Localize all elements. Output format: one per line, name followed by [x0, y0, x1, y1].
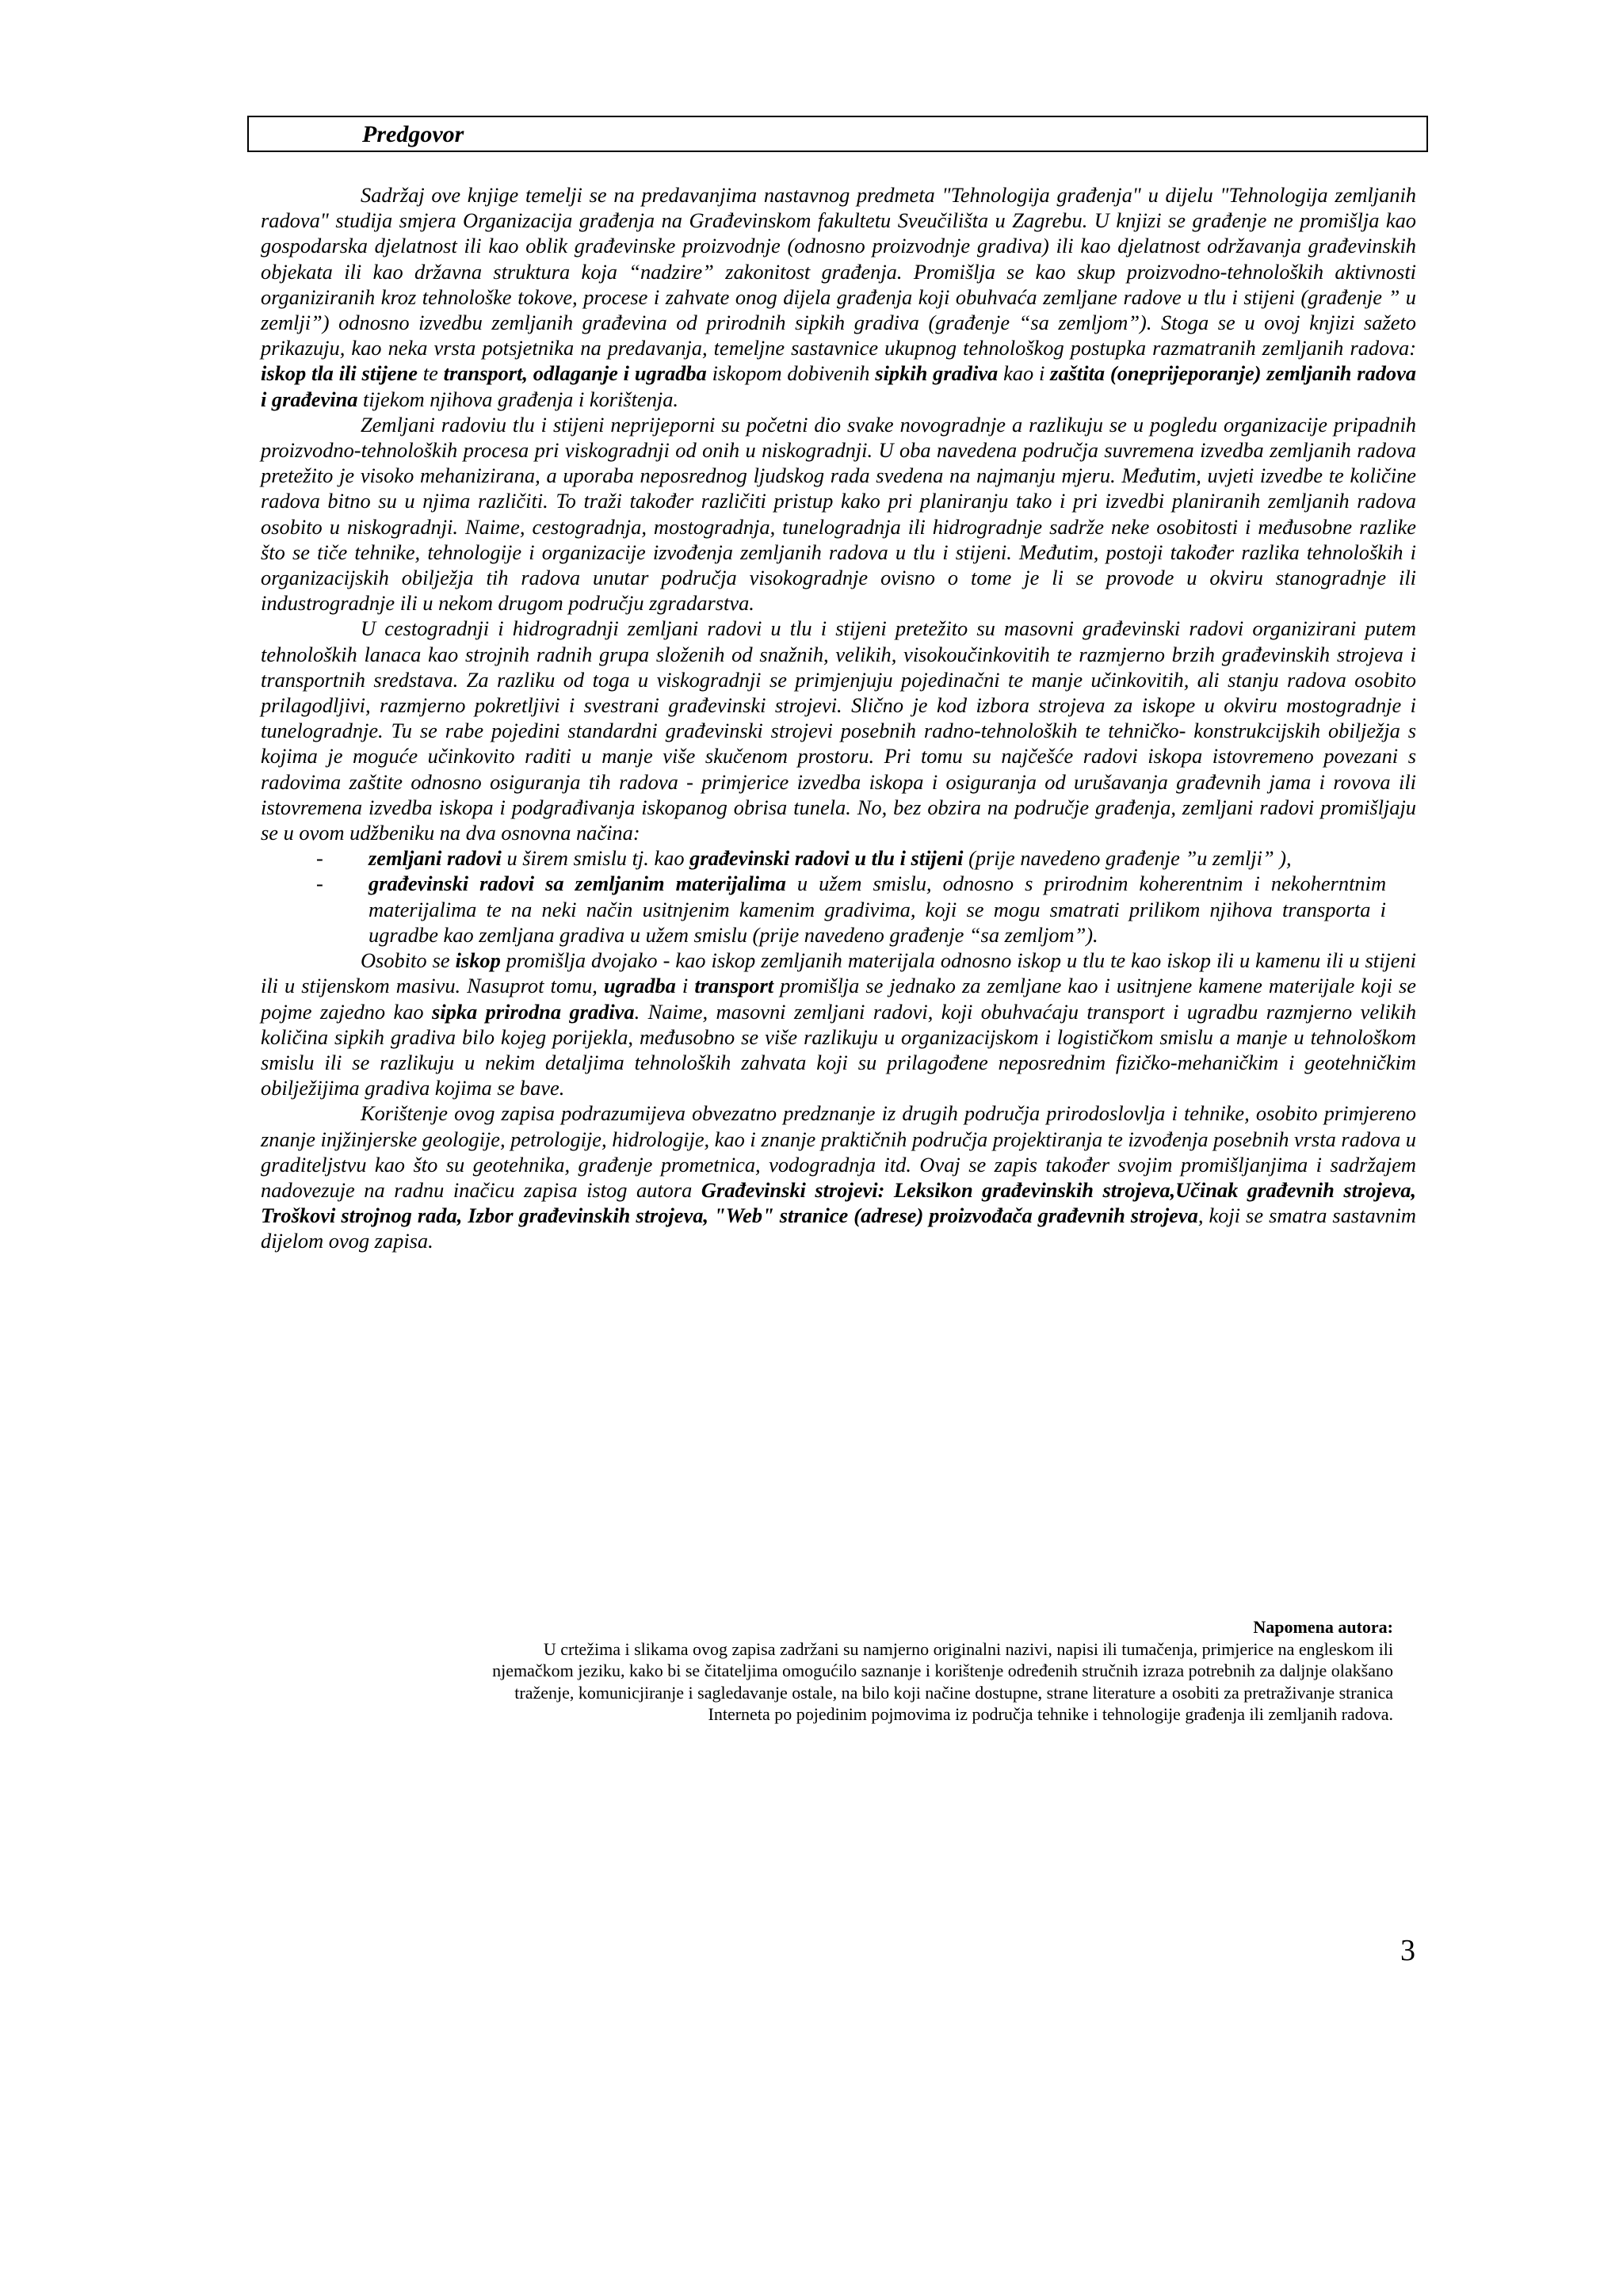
- list-item-text: [369, 871, 1386, 946]
- text-run: iskopom dobivenih: [706, 361, 876, 386]
- list-item: [261, 871, 1416, 948]
- text-run: promišlja se jednako za zemljane kao i usitnjene kamene materijale koji se pojme zajedno kao: [261, 974, 1417, 1024]
- list-item-text: [369, 846, 1292, 870]
- text-run: u širem smislu tj. kao: [501, 846, 690, 871]
- text-run: kao i: [998, 361, 1051, 386]
- paragraph-4: [261, 948, 1416, 1100]
- list-dash: -: [316, 846, 323, 871]
- bold-text: sipka prirodna gradiva: [432, 999, 635, 1024]
- list-item: [261, 845, 1416, 871]
- bold-text: sipkih gradiva: [875, 361, 999, 386]
- text-run: (prije navedeno građenje ”u zemlji” ),: [963, 846, 1292, 871]
- text-run: te: [417, 361, 444, 386]
- page-title: Predgovor: [362, 121, 464, 147]
- paragraph-3: [261, 616, 1416, 845]
- text-run: promišlja dvojako - kao iskop zemljanih materijala odnosno iskop u tlu te kao iskop ili u kamenu ili u stijeni ili u stijenskom masivu. Nasuprot tomu,: [261, 948, 1416, 998]
- paragraph-1: [261, 182, 1416, 412]
- body-text: [261, 182, 1416, 1254]
- text-run: , koji se smatra sastavnim dijelom ovog zapisa.: [261, 1203, 1416, 1253]
- page-number: 3: [1400, 1934, 1415, 1967]
- author-note-line: traženje, komunicjiranje i sagledavanje ostale, na bilo koji načine dostupne, strane literature a osobiti za pretraživanje stranica: [514, 1682, 1393, 1703]
- text-run: U cestogradnji i hidrogradnji zemljani radovi u tlu i stijeni pretežito su masovni građevinski radovi organizirani putem tehnoloških lanaca kao strojnih radnih grupa složenih od snažnih, velikih, visokoučinkovitih te razmjerno brzih građevinskih strojeva i transportnih sredstava. Za razliku od toga u viskogradnji se primjenjuju pojedinačni te manje učinkovitih, ali stanju radova osobito prilagodljivi, razmjerno pokretljivi i svestrani građevinski strojevi. Slično je kod izbora strojeva za iskope u okviru mostogradnje i tunelogradnje. Tu se rabe pojedini standardni građevinski strojevi posebnih radno-tehnoloških te tehničko- konstrukcijskih obilježja s kojima je moguće učinkovito raditi u manje više skučenom prostoru. Pri tomu su najčešće radovi iskopa istovremeno povezani s radovima zaštite odnosno osiguranja tih radova - primjerice izvedba iskopa i osiguranja od urušavanja građevnih jama i rovova ili istovremena izvedba iskopa i podgrađivanja iskopanog obrisa tunela. No, bez obzira na područje građenja, zemljani radovi promišljaju se u ovom udžbeniku na dva osnovna načina:: [261, 616, 1416, 845]
- author-note-title: Napomena autora:: [1253, 1617, 1393, 1637]
- author-note-line: U crtežima i slikama ovog zapisa zadržani su namjerno originalni nazivi, napisi ili tumačenja, primjerice na engleskom ili: [543, 1638, 1393, 1659]
- bold-text: građevinski radovi u tlu i stijeni: [689, 846, 964, 871]
- bold-text: građevinski radovi sa zemljanim materijalima: [369, 871, 786, 896]
- bold-text: iskop: [455, 948, 501, 973]
- author-note-line: Interneta po pojedinim pojmovima iz područja tehnike i tehnologije građenja ili zemljanih radova.: [708, 1704, 1393, 1724]
- bold-text: transport, odlaganje i ugradba: [443, 361, 707, 386]
- bold-text: zaštita (oneprijeporanje) zemljanih radova i građevina: [261, 361, 1416, 411]
- author-note: [262, 1616, 1393, 1726]
- text-run: i: [675, 974, 695, 998]
- paragraph-2: [261, 412, 1416, 616]
- text-run: u užem smislu, odnosno s prirodnim koherentnim i nekoherntnim materijalima te na neki način usitnjenim kamenim gradivima, koji se mogu smatrati prilikom njihova transporta i ugradbe kao zemljana gradiva u užem smislu (prije navedeno građenje “sa zemljom”).: [369, 871, 1386, 947]
- text-run: Sadržaj ove knjige temelji se na predavanjima nastavnog predmeta "Tehnologija građenja" u dijelu "Tehnologija zemljanih radova" studija smjera Organizacija građenja na Građevinskom fakultetu Sveučilišta u Zagrebu. U knjizi se građenje ne promišlja kao gospodarska djelatnost ili kao oblik građevinske proizvodnje (odnosno proizvodnje gradiva) ili kao djelatnost održavanja građevinskih objekata ili kao državna struktura koja “nadzire” zakonitost građenja. Promišlja se kao skup proizvodno-tehnoloških aktivnosti organiziranih kroz tehnološke tokove, procese i zahvate onog dijela građenja koji obuhvaća zemljane radove u tlu i stijeni (građenje ” u zemlji”) odnosno izvedbu zemljanih građevina od prirodnih sipkih gradiva (građenje “sa zemljom”). Stoga se u ovoj knjizi sažeto prikazuju, kao neka vrsta potsjetnika na predavanja, temeljne sastavnice ukupnog tehnološkog postupka razmatranih zemljanih radova:: [261, 183, 1416, 360]
- text-run: Korištenje ovog zapisa podrazumijeva obvezatno predznanje iz drugih područja prirodoslovlja i tehnike, osobito primjereno znanje injžinjerske geologije, petrologije, hidrologije, kao i znanje praktičnih područja projektiranja te izvođenja posebnih vrsta radova u graditeljstvu kao što su geotehnika, građenje prometnica, vodogradnja itd. Ovaj se zapis također svojim promišljanjima i sadržajem nadovezuje na radnu inačicu zapisa istog autora: [261, 1101, 1416, 1202]
- bold-text: Građevinski strojevi: Leksikon građevinskih strojeva,Učinak građevnih strojeva, Troškovi strojnog rada, Izbor građevinskih strojeva, "Web" stranice (adrese) proizvođača građevnih strojeva: [261, 1177, 1416, 1228]
- text-run: Osobito se: [361, 948, 456, 973]
- bold-text: iskop tla ili stijene: [261, 361, 418, 386]
- text-run: tijekom njihova građenja i korištenja.: [357, 387, 679, 411]
- bullet-list: [261, 845, 1416, 948]
- paragraph-5: [261, 1100, 1416, 1253]
- bold-text: zemljani radovi: [369, 846, 502, 871]
- bold-text: transport: [694, 974, 774, 998]
- title-frame: [247, 116, 1428, 152]
- list-dash: -: [316, 871, 323, 896]
- bold-text: ugradba: [603, 974, 676, 998]
- author-note-line: njemačkom jeziku, kako bi se čitateljima omogućilo saznanje i korištenje određenih stručnih izraza potrebnih za daljnje olakšano: [492, 1661, 1393, 1680]
- text-run: . Naime, masovni zemljani radovi, koji obuhvaćaju transport i ugradbu razmjerno velikih količina sipkih gradiva bilo kojeg porijekla, međusobno se više razlikuju u organizacijskom i logističkom smislu a manje u tehnološkom smislu ili se razlikuju u nekim detaljima tehnoloških zahvata koji su prilagođene neposrednim fizičko-mehaničkim i geotehničkim obilježijima gradiva kojima se bave.: [261, 999, 1417, 1100]
- text-run: Zemljani radoviu tlu i stijeni neprijeporni su početni dio svake novogradnje a razlikuju se u pogledu organizacije pripadnih proizvodno-tehnoloških procesa pri viskogradnji od onih u niskogradnji. U oba navedena područja suvremena izvedba zemljanih radova pretežito je visoko mehanizirana, a uporaba neposrednog ljudskog rada svedena na najmanju mjeru. Međutim, uvjeti izvedbe te količine radova bitno su u njima različiti. To traži također različiti pristup kako pri planiranju tako i pri izvedbi planiranih zemljanih radova osobito u niskogradnji. Naime, cestogradnja, mostogradnja, tunelogradnja ili hidrogradnje sadrže neke osobitosti i međusobne razlike što se tiče tehnike, tehnologije i organizacije izvođenja zemljanih radova u tlu i stijeni. Međutim, postoji također razlika tehnoloških i organizacijskih obilježja tih radova unutar područja visokogradnje ovisno o tome je li se provode u okviru stanogradnje ili industrogradnje ili u nekom drugom području zgradarstva.: [261, 412, 1416, 616]
